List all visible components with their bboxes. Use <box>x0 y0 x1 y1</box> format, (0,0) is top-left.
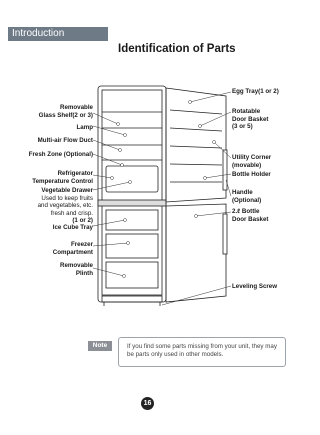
section-title: Introduction <box>12 28 65 39</box>
handle <box>223 150 227 190</box>
label-line: Freezer <box>70 241 93 248</box>
label-line: Rotatable <box>232 108 261 115</box>
plinth <box>102 296 162 302</box>
label-line: Glass Shelf(2 or 3) <box>38 111 93 119</box>
label-bottle-holder: Bottle Holder <box>232 171 271 178</box>
label-freezer-compartment <box>53 241 93 256</box>
label-line: Door Basket <box>232 215 269 223</box>
label-line: (Optional) <box>232 196 262 204</box>
label-vegetable-drawer <box>38 187 93 225</box>
label-refrigerator-temp-control <box>32 170 93 185</box>
label-line: Removable <box>59 104 93 111</box>
label-line: 2.ℓ Bottle <box>232 208 260 215</box>
label-line: Utility Corner <box>232 154 272 161</box>
fridge-cabinet <box>98 86 166 302</box>
note-tag: Note <box>88 341 112 351</box>
label-handle <box>232 189 261 204</box>
label-ice-cube-tray: Ice Cube Tray <box>52 224 93 231</box>
label-rotatable-door-basket <box>232 108 268 131</box>
label-line: (movable) <box>232 161 262 169</box>
label-line: Removable <box>59 262 93 269</box>
label-utility-corner <box>232 154 271 169</box>
label-line: (1 or 2) <box>72 217 93 225</box>
label-line: Compartment <box>52 248 93 256</box>
label-removable-plinth <box>60 262 93 277</box>
freezer-compartment <box>102 205 162 295</box>
label-leveling-screw: Leveling Screw <box>232 283 278 290</box>
label-line: Door Basket <box>232 115 269 123</box>
fridge-compartment <box>102 90 162 202</box>
label-line: Vegetable Drawer <box>41 187 93 194</box>
label-egg-tray: Egg Tray(1 or 2) <box>232 88 279 95</box>
label-line: Handle <box>232 189 253 196</box>
label-line: and vegetables, etc. <box>37 202 93 210</box>
page-number: 16 <box>141 397 154 410</box>
freezer-door <box>166 204 226 302</box>
label-line: Used to keep fruits <box>41 194 93 202</box>
label-removable-glass-shelf <box>39 104 93 119</box>
label-lamp: Lamp <box>76 124 93 131</box>
label-line: Plinth <box>75 269 93 277</box>
label-line: (3 or 5) <box>232 123 253 131</box>
label-bottle-door-basket <box>232 208 268 223</box>
label-line: Refrigerator <box>57 170 93 177</box>
note-text: If you find some parts missing from your unit, they may be parts only used in other models. <box>118 337 286 367</box>
label-fresh-zone: Fresh Zone (Optional) <box>28 151 93 158</box>
label-line: Temperature Control <box>32 177 93 185</box>
page-title: Identification of Parts <box>118 43 236 55</box>
label-multi-air-flow-duct: Multi-air Flow Duct <box>37 137 93 144</box>
label-line: fresh and crisp. <box>50 209 93 217</box>
